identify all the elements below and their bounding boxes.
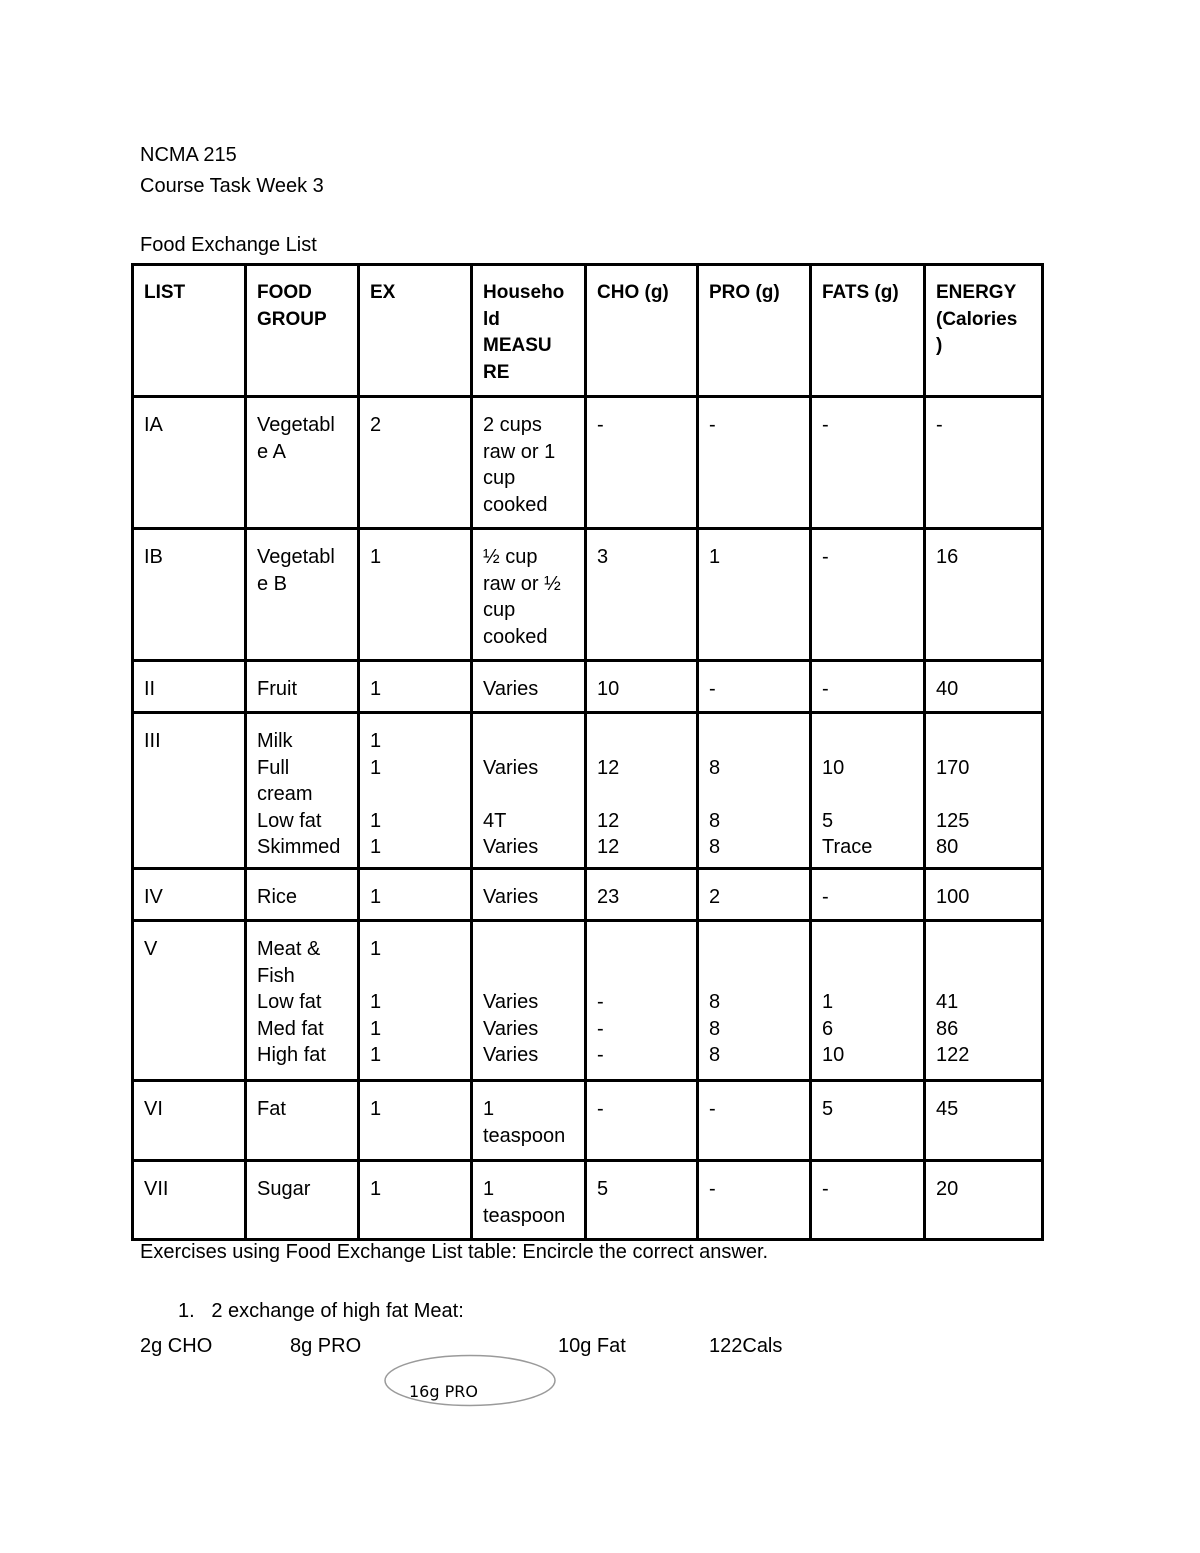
cell-list: VI <box>133 1081 246 1161</box>
cell-fats: - <box>811 661 925 713</box>
cell-pro: 1 <box>698 529 811 661</box>
cell-household-measure: Varies <box>472 869 586 921</box>
exercise-number: 1. <box>178 1300 195 1322</box>
cell-list: II <box>133 661 246 713</box>
table-row <box>133 869 1043 921</box>
cell-food-group: Fat <box>246 1081 359 1161</box>
cell-food-group: Vegetabl e B <box>246 529 359 661</box>
cell-list: IA <box>133 397 246 529</box>
cell-household-measure: Varies <box>472 661 586 713</box>
cell-food-group: Sugar <box>246 1161 359 1240</box>
cell-ex: 1 <box>359 1161 472 1240</box>
answer-choice-cho[interactable]: 2g CHO <box>140 1335 213 1357</box>
header-food-group: FOOD GROUP <box>246 265 359 397</box>
cell-food-group: Meat & Fish Low fat Med fat High fat <box>246 921 359 1081</box>
cell-energy: 45 <box>925 1081 1043 1161</box>
cell-fats: - <box>811 529 925 661</box>
answer-choice-pro[interactable]: 8g PRO <box>290 1335 362 1357</box>
cell-cho: 10 <box>586 661 698 713</box>
cell-list: III <box>133 713 246 869</box>
cell-household-measure: Varies 4T Varies <box>472 713 586 869</box>
course-task-title: Course Task Week 3 <box>140 175 324 197</box>
cell-energy: 41 86 122 <box>925 921 1043 1081</box>
cell-ex: 1 <box>359 529 472 661</box>
cell-energy: - <box>925 397 1043 529</box>
cell-pro: - <box>698 397 811 529</box>
exercise-question-text: 2 exchange of high fat Meat: <box>211 1300 464 1322</box>
cell-energy: 20 <box>925 1161 1043 1240</box>
cell-food-group: Rice <box>246 869 359 921</box>
cell-ex: 1 1 1 1 <box>359 713 472 869</box>
cell-food-group: Milk Full cream Low fat Skimmed <box>246 713 359 869</box>
cell-food-group: Fruit <box>246 661 359 713</box>
table-caption: Food Exchange List <box>140 234 317 256</box>
cell-household-measure: 1 teaspoon <box>472 1081 586 1161</box>
cell-ex: 1 <box>359 661 472 713</box>
cell-list: VII <box>133 1161 246 1240</box>
cell-energy: 40 <box>925 661 1043 713</box>
cell-pro: 8 8 8 <box>698 713 811 869</box>
table-row <box>133 1081 1043 1161</box>
cell-energy: 170 125 80 <box>925 713 1043 869</box>
cell-food-group: Vegetabl e A <box>246 397 359 529</box>
header-list: LIST <box>133 265 246 397</box>
header-cho: CHO (g) <box>586 265 698 397</box>
cell-fats: 5 <box>811 1081 925 1161</box>
cell-pro: - <box>698 1081 811 1161</box>
table-row <box>133 921 1043 1081</box>
handwritten-answer: 16g PRO <box>409 1382 478 1401</box>
cell-cho: - <box>586 1081 698 1161</box>
cell-ex: 1 1 1 1 <box>359 921 472 1081</box>
cell-cho: 5 <box>586 1161 698 1240</box>
table-row <box>133 713 1043 869</box>
table-header-row <box>133 265 1043 397</box>
cell-pro: - <box>698 661 811 713</box>
cell-cho: - - - <box>586 921 698 1081</box>
table-row <box>133 1161 1043 1240</box>
cell-household-measure: 2 cups raw or 1 cup cooked <box>472 397 586 529</box>
cell-household-measure: ½ cup raw or ½ cup cooked <box>472 529 586 661</box>
exercise-question <box>178 1298 464 1324</box>
cell-ex: 1 <box>359 1081 472 1161</box>
cell-list: V <box>133 921 246 1081</box>
header-household-measure: Househo ld MEASU RE <box>472 265 586 397</box>
cell-fats: - <box>811 1161 925 1240</box>
answer-choice-cals[interactable]: 122Cals <box>709 1335 783 1357</box>
cell-list: IV <box>133 869 246 921</box>
cell-fats: - <box>811 869 925 921</box>
cell-fats: 10 5 Trace <box>811 713 925 869</box>
cell-ex: 1 <box>359 869 472 921</box>
cell-energy: 16 <box>925 529 1043 661</box>
course-code: NCMA 215 <box>140 144 237 166</box>
cell-household-measure: 1 teaspoon <box>472 1161 586 1240</box>
cell-cho: 3 <box>586 529 698 661</box>
header-pro: PRO (g) <box>698 265 811 397</box>
cell-cho: 12 12 12 <box>586 713 698 869</box>
cell-pro: - <box>698 1161 811 1240</box>
cell-cho: 23 <box>586 869 698 921</box>
header-energy: ENERGY (Calories ) <box>925 265 1043 397</box>
cell-cho: - <box>586 397 698 529</box>
cell-list: IB <box>133 529 246 661</box>
cell-pro: 2 <box>698 869 811 921</box>
header-fats: FATS (g) <box>811 265 925 397</box>
table-row <box>133 661 1043 713</box>
cell-fats: 1 6 10 <box>811 921 925 1081</box>
header-ex: EX <box>359 265 472 397</box>
cell-household-measure: Varies Varies Varies <box>472 921 586 1081</box>
exercise-instruction: Exercises using Food Exchange List table: Encircle the correct answer. <box>140 1241 769 1263</box>
food-exchange-table <box>131 263 1044 1241</box>
cell-ex: 2 <box>359 397 472 529</box>
table-row <box>133 529 1043 661</box>
table-row <box>133 397 1043 529</box>
cell-fats: - <box>811 397 925 529</box>
cell-pro: 8 8 8 <box>698 921 811 1081</box>
answer-choice-fat[interactable]: 10g Fat <box>558 1335 626 1357</box>
cell-energy: 100 <box>925 869 1043 921</box>
